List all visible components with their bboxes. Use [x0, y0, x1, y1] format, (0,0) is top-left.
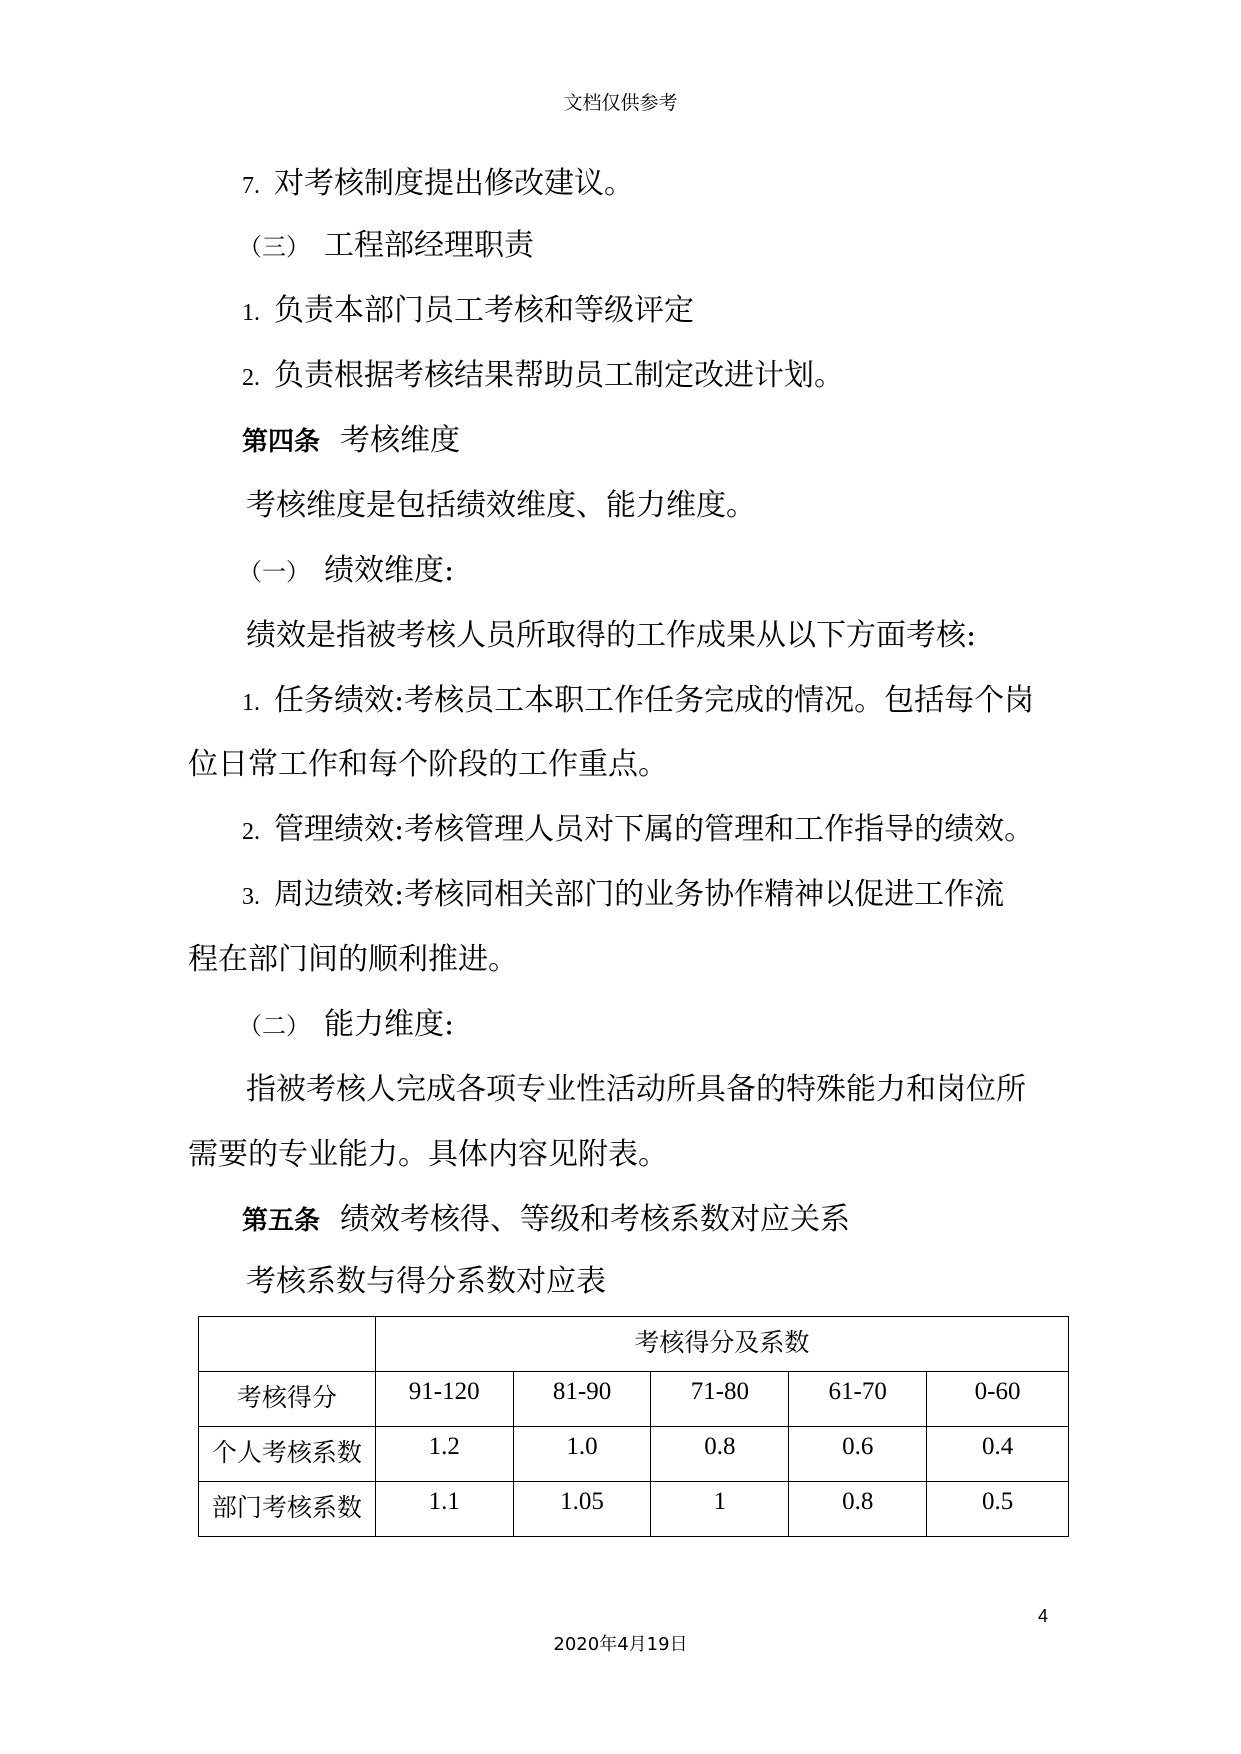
line-text: 任务绩效:考核员工本职工作任务完成的情况。包括每个岗 — [274, 683, 1035, 718]
footer-date: 2020年4月19日 — [553, 1634, 688, 1655]
paragraph-line — [242, 810, 1034, 852]
paragraph-line: 指被考核人完成各项专业性活动所具备的特殊能力和岗位所 — [246, 1072, 1026, 1107]
section-heading — [238, 551, 454, 592]
line-text: 负责根据考核结果帮助员工制定改进计划。 — [274, 358, 844, 393]
score-coefficient-table — [198, 1316, 1069, 1537]
table-cell: 1.1 — [375, 1482, 513, 1537]
line-text: 考核维度 — [340, 423, 461, 458]
article-number: 第四条 — [242, 427, 321, 457]
section-heading — [238, 1005, 454, 1046]
line-text: 周边绩效:考核同相关部门的业务协作精神以促进工作流 — [274, 877, 1005, 912]
table-cell: 1.05 — [513, 1482, 651, 1537]
paragraph-line — [242, 681, 1034, 723]
table-row-header: 个人考核系数 — [199, 1427, 376, 1482]
section-heading — [238, 226, 534, 267]
table-cell: 1 — [651, 1482, 789, 1537]
line-text: 绩效考核得、等级和考核系数对应关系 — [340, 1202, 851, 1237]
table-row — [199, 1372, 1069, 1427]
list-number: 1. — [242, 300, 260, 326]
table-row — [199, 1427, 1069, 1482]
line-text: 管理绩效:考核管理人员对下属的管理和工作指导的绩效。 — [274, 812, 1035, 847]
line-text: 负责本部门员工考核和等级评定 — [274, 293, 694, 328]
table-cell: 0.4 — [927, 1427, 1069, 1482]
page-number: 4 — [1038, 1606, 1049, 1626]
table-row-header: 考核得分 — [199, 1372, 376, 1427]
table-caption: 考核系数与得分系数对应表 — [246, 1264, 606, 1299]
section-number: （二） — [238, 1012, 310, 1040]
section-number: （一） — [238, 558, 310, 586]
table-cell: 0.5 — [927, 1482, 1069, 1537]
paragraph-line: 位日常工作和每个阶段的工作重点。 — [188, 747, 668, 782]
line-text: 对考核制度提出修改建议。 — [274, 166, 634, 201]
paragraph-line — [242, 164, 634, 206]
table-cell: 0.6 — [789, 1427, 927, 1482]
table-cell: 0-60 — [927, 1372, 1069, 1427]
table-cell: 71-80 — [651, 1372, 789, 1427]
list-number: 1. — [242, 690, 260, 716]
list-number: 2. — [242, 819, 260, 845]
table-row-header: 部门考核系数 — [199, 1482, 376, 1537]
paragraph-line — [242, 291, 694, 333]
line-text: 绩效维度: — [324, 553, 455, 588]
article-number: 第五条 — [242, 1206, 321, 1236]
table-cell-empty — [199, 1317, 376, 1372]
article-heading — [242, 1200, 850, 1241]
paragraph-line: 程在部门间的顺利推进。 — [188, 942, 518, 977]
table-group-header: 考核得分及系数 — [375, 1317, 1068, 1372]
table-cell: 1.0 — [513, 1427, 651, 1482]
table-cell: 0.8 — [651, 1427, 789, 1482]
list-number: 2. — [242, 365, 260, 391]
line-text: 能力维度: — [324, 1007, 455, 1042]
line-text: 工程部经理职责 — [324, 228, 534, 263]
table-cell: 61-70 — [789, 1372, 927, 1427]
paragraph-line — [242, 875, 1004, 917]
section-number: （三） — [238, 233, 310, 261]
paragraph-line: 需要的专业能力。具体内容见附表。 — [188, 1137, 668, 1172]
table-cell: 81-90 — [513, 1372, 651, 1427]
paragraph-line: 考核维度是包括绩效维度、能力维度。 — [246, 488, 756, 523]
table-row — [199, 1482, 1069, 1537]
paragraph-line: 绩效是指被考核人员所取得的工作成果从以下方面考核: — [246, 618, 977, 653]
article-heading — [242, 421, 460, 462]
table-cell: 1.2 — [375, 1427, 513, 1482]
page-header: 文档仅供参考 — [563, 92, 678, 114]
list-number: 3. — [242, 884, 260, 910]
table-cell: 91-120 — [375, 1372, 513, 1427]
paragraph-line — [242, 356, 844, 398]
table-cell: 0.8 — [789, 1482, 927, 1537]
list-number: 7. — [242, 173, 260, 199]
table-row — [199, 1317, 1069, 1372]
